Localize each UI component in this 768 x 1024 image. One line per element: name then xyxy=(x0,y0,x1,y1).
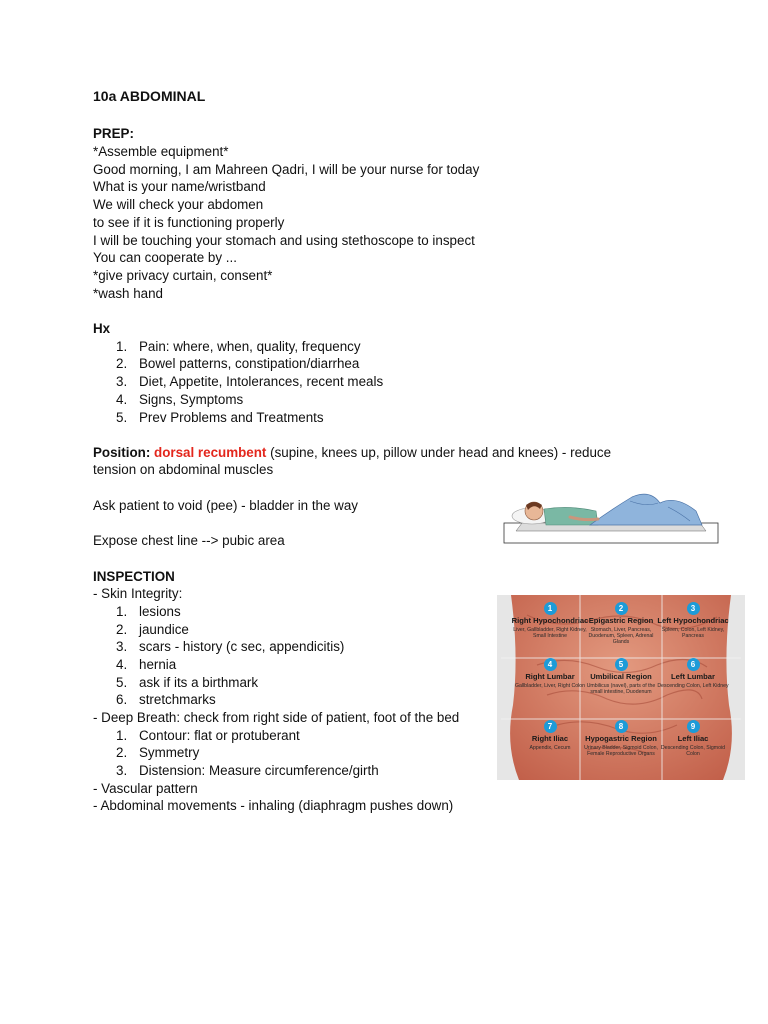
region-organs: Appendix, Cecum xyxy=(529,745,571,751)
position-continuation: tension on abdominal muscles xyxy=(93,462,274,477)
region-right-hypochondriac xyxy=(509,597,591,658)
prep-line: We will check your abdomen xyxy=(93,197,264,212)
region-number-badge: 9 xyxy=(687,720,700,733)
list-number: 4. xyxy=(116,392,128,407)
hx-heading: Hx xyxy=(93,321,111,336)
region-organs: Descending Colon, Sigmoid Colon xyxy=(660,745,725,757)
region-name: Umbilical Region xyxy=(590,672,652,681)
position-label: Position: xyxy=(93,445,151,460)
region-number-badge: 4 xyxy=(544,658,557,671)
skin-integrity-heading: - Skin Integrity: xyxy=(93,586,183,601)
position-line xyxy=(93,444,611,461)
list-number: 3. xyxy=(116,374,128,389)
region-number-badge: 3 xyxy=(687,602,700,615)
region-organs: Urinary Bladder, Sigmoid Colon, Female Reproductive Organs xyxy=(584,745,658,757)
list-number: 2. xyxy=(116,622,128,637)
skin-item: stretchmarks xyxy=(139,692,216,707)
dorsal-recumbent-patient-illustration xyxy=(500,481,722,547)
region-organs: Umbilicus (navel), parts of the small intestine, Duodenum xyxy=(586,683,656,695)
deep-breath-heading: - Deep Breath: check from right side of patient, foot of the bed xyxy=(93,710,460,725)
hx-item: Pain: where, when, quality, frequency xyxy=(139,339,361,354)
region-name: Left Iliac xyxy=(677,734,709,743)
region-organs: Gallbladder, Liver, Right Colon xyxy=(514,683,586,689)
region-name: Right Iliac xyxy=(531,734,569,743)
prep-heading: PREP: xyxy=(93,126,134,141)
position-highlight: dorsal recumbent xyxy=(154,445,267,460)
abdominal-movements-line: - Abdominal movements - inhaling (diaphragm pushes down) xyxy=(93,798,454,813)
list-number: 1. xyxy=(116,604,128,619)
region-name: Right Lumbar xyxy=(525,672,575,681)
prep-line: *give privacy curtain, consent* xyxy=(93,268,273,283)
list-number: 2. xyxy=(116,356,128,371)
list-number: 3. xyxy=(116,763,128,778)
prep-line: What is your name/wristband xyxy=(93,179,266,194)
region-organs: Stomach, Liver, Pancreas, Duodenum, Spleen, Adrenal Glands xyxy=(588,627,654,645)
expose-line: Expose chest line --> pubic area xyxy=(93,533,285,548)
region-epigastric xyxy=(580,597,662,658)
prep-line: I will be touching your stomach and using stethoscope to inspect xyxy=(93,233,475,248)
prep-line: *Assemble equipment* xyxy=(93,144,229,159)
void-line: Ask patient to void (pee) - bladder in the way xyxy=(93,498,358,513)
region-name: Hypogastric Region xyxy=(585,734,657,743)
list-number: 4. xyxy=(116,657,128,672)
region-hypogastric xyxy=(580,715,662,776)
region-name: Right Hypochondriac xyxy=(511,616,589,625)
skin-item: scars - history (c sec, appendicitis) xyxy=(139,639,345,654)
region-number-badge: 6 xyxy=(687,658,700,671)
page-title: 10a ABDOMINAL xyxy=(93,88,206,104)
list-number: 6. xyxy=(116,692,128,707)
region-number-badge: 5 xyxy=(615,658,628,671)
patient-blanket xyxy=(590,494,702,525)
list-number: 2. xyxy=(116,745,128,760)
hx-item: Bowel patterns, constipation/diarrhea xyxy=(139,356,360,371)
region-number-badge: 2 xyxy=(615,602,628,615)
region-name: Epigastric Region xyxy=(588,616,654,625)
list-number: 1. xyxy=(116,339,128,354)
skin-item: jaundice xyxy=(139,622,189,637)
breath-item: Symmetry xyxy=(139,745,200,760)
skin-item: lesions xyxy=(139,604,181,619)
region-left-iliac xyxy=(652,715,734,776)
region-right-iliac xyxy=(509,715,591,776)
region-number-badge: 1 xyxy=(544,602,557,615)
hx-item: Diet, Appetite, Intolerances, recent meals xyxy=(139,374,384,389)
hx-item: Prev Problems and Treatments xyxy=(139,410,324,425)
region-number-badge: 7 xyxy=(544,720,557,733)
prep-line: to see if it is functioning properly xyxy=(93,215,285,230)
prep-line: *wash hand xyxy=(93,286,163,301)
hx-item: Signs, Symptoms xyxy=(139,392,244,407)
list-number: 5. xyxy=(116,410,128,425)
region-right-lumbar xyxy=(509,653,591,714)
vascular-pattern-line: - Vascular pattern xyxy=(93,781,198,796)
prep-line: You can cooperate by ... xyxy=(93,250,237,265)
region-number-badge: 8 xyxy=(615,720,628,733)
prep-line: Good morning, I am Mahreen Qadri, I will be your nurse for today xyxy=(93,162,480,177)
skin-item: hernia xyxy=(139,657,177,672)
list-number: 1. xyxy=(116,728,128,743)
region-umbilical xyxy=(580,653,662,714)
breath-item: Contour: flat or protuberant xyxy=(139,728,300,743)
skin-item: ask if its a birthmark xyxy=(139,675,259,690)
list-number: 3. xyxy=(116,639,128,654)
list-number: 5. xyxy=(116,675,128,690)
region-name: Left Lumbar xyxy=(671,672,715,681)
region-organs: Spleen, Colon, Left Kidney, Pancreas xyxy=(661,627,725,639)
region-organs: Liver, Gallbladder, Right Kidney, Small Intestine xyxy=(513,627,587,639)
abdominal-regions-chart xyxy=(497,595,745,780)
inspection-heading: INSPECTION xyxy=(93,569,175,584)
region-organs: Descending Colon, Left Kidney xyxy=(657,683,729,689)
position-description: (supine, knees up, pillow under head and knees) - reduce xyxy=(270,445,612,460)
region-name: Left Hypochondriac xyxy=(657,616,729,625)
region-left-lumbar xyxy=(652,653,734,714)
breath-item: Distension: Measure circumference/girth xyxy=(139,763,379,778)
region-left-hypochondriac xyxy=(652,597,734,658)
